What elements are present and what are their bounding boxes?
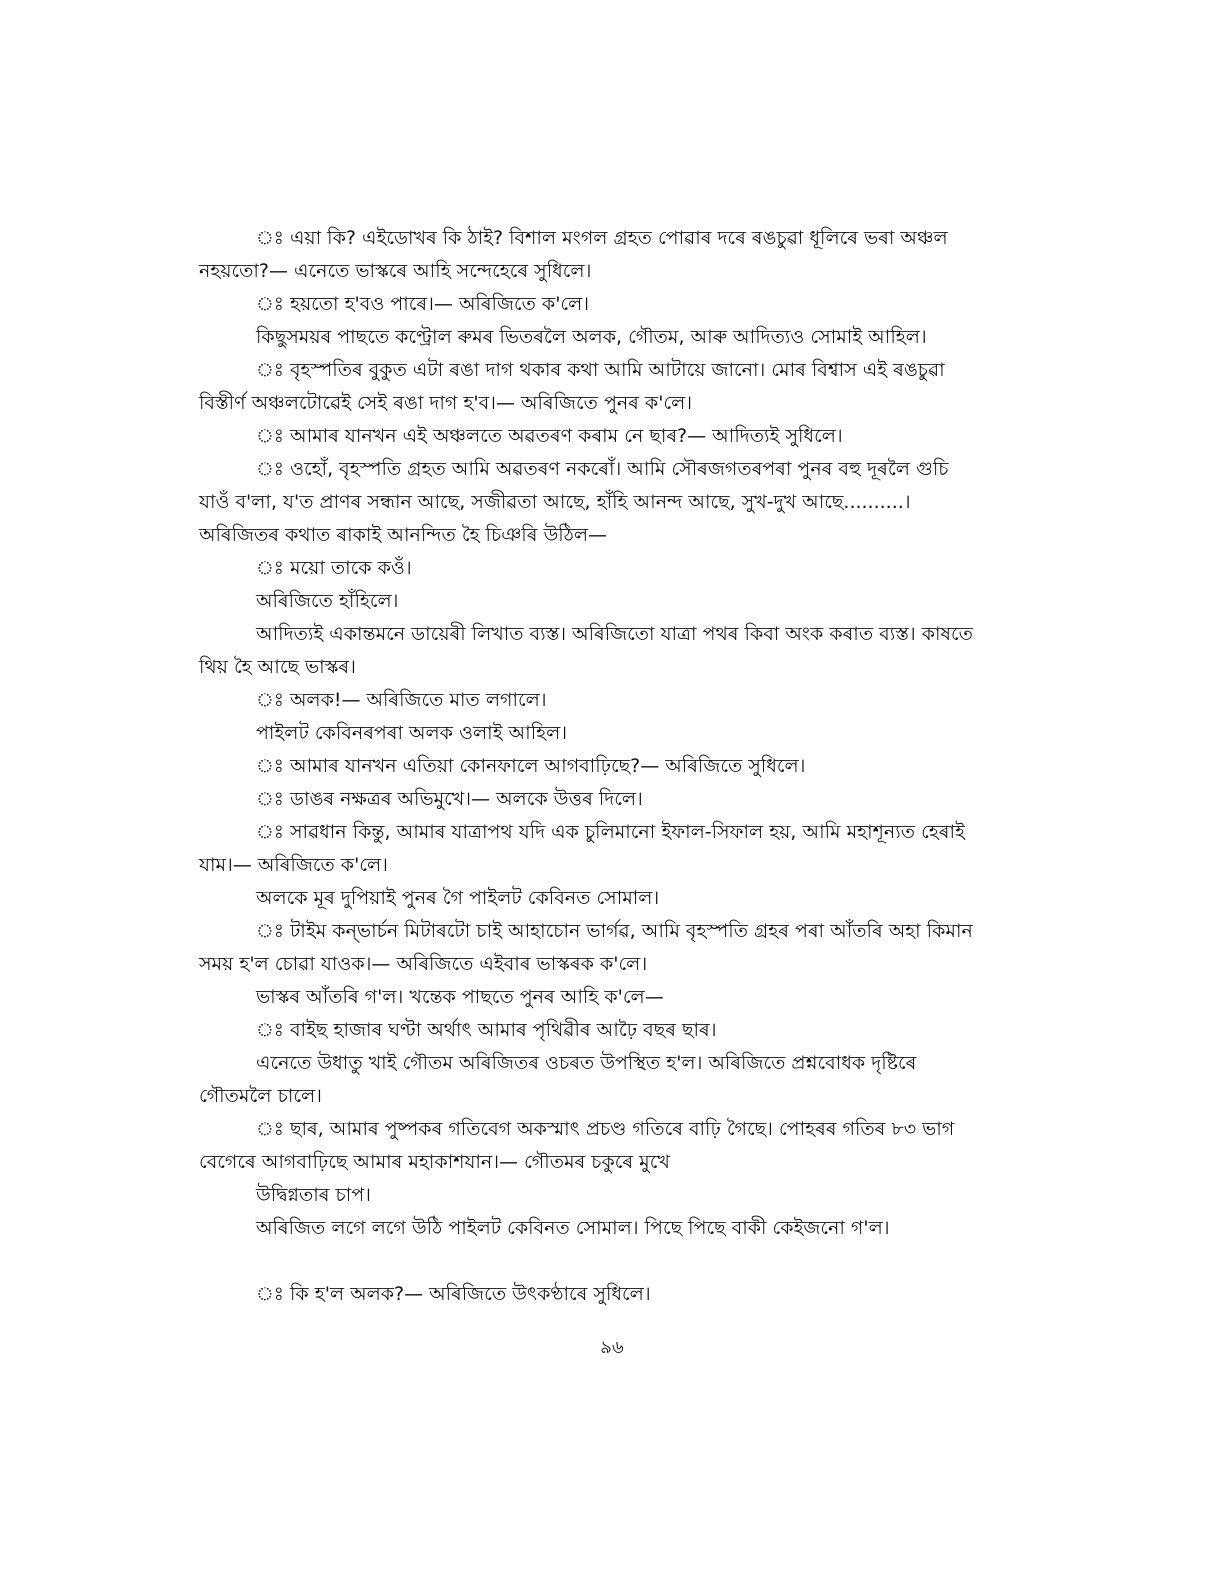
- paragraph-7: ঃ ময়ো তাকে কওঁ।: [256, 557, 412, 579]
- paragraph-1: ঃ এয়া কি? এইডোখৰ কি ঠাই? বিশাল মংগল গ্ৰহত পোৱাৰ দৰে ৰঙচুৱা ধূলিৰে ভৰা অঞ্চল নহয়তো?— এনেতে ভাস্কৰে আহি সন্দেহেৰে সুধিলে।: [199, 227, 948, 282]
- paragraph-17: ভাস্কৰ আঁতৰি গ'ল। খন্তেক পাছতে পুনৰ আহি ক'লে—: [256, 986, 664, 1008]
- paragraph-8: অৰিজিতে হাঁহিলে।: [256, 590, 399, 612]
- paragraph-14: ঃ সাৱধান কিন্তু, আমাৰ যাত্ৰাপথ যদি এক চুলিমানো ইফাল-সিফাল হয়, আমি মহাশূন্যত হেৰাই যাম।— অৰিজিতে ক'লে।: [199, 821, 965, 876]
- paragraph-5: ঃ আমাৰ যানখন এই অঞ্চলতে অৱতৰণ কৰাম নে ছাৰ?— আদিত্যই সুধিলে।: [256, 425, 843, 447]
- paragraph-21: উদ্বিগ্নতাৰ চাপ।: [256, 1184, 371, 1206]
- paragraph-18: ঃ বাইছ হাজাৰ ঘণ্টা অৰ্থাৎ আমাৰ পৃথিৱীৰ আঢ়ৈ বছৰ ছাৰ।: [256, 1019, 717, 1041]
- paragraph-12: ঃ আমাৰ যানখন এতিয়া কোনফালে আগবাঢ়িছে?— অৰিজিতে সুধিলে।: [256, 755, 806, 777]
- paragraph-10: ঃ অলক!— অৰিজিতে মাত লগালে।: [256, 689, 547, 711]
- paragraph-9: আদিত্যই একান্তমনে ডায়েৰী লিখাত ব্যস্ত। অৰিজিতো যাত্ৰা পথৰ কিবা অংক কৰাত ব্যস্ত। কাষতে থিয় হৈ আছে ভাস্কৰ।: [199, 623, 973, 678]
- paragraph-4: ঃ বৃহস্পতিৰ বুকুত এটা ৰঙা দাগ থকাৰ কথা আমি আটায়ে জানো। মোৰ বিশ্বাস এই ৰঙচুৱা বিস্তীৰ্ণ অঞ্চলটোৱেই সেই ৰঙা দাগ হ'ব।— অৰিজিতে পুনৰ ক'লে।: [199, 359, 945, 414]
- paragraph-13: ঃ ডাঙৰ নক্ষত্ৰৰ অভিমুখে।— অলকে উত্তৰ দিলে।: [256, 788, 643, 810]
- paragraph-22: অৰিজিত লগে লগে উঠি পাইলট কেবিনত সোমাল। পিছে পিছে বাকী কেইজনো গ'ল।: [256, 1217, 890, 1239]
- paragraph-15: অলকে মূৰ দুপিয়াই পুনৰ গৈ পাইলট কেবিনত সোমাল।: [256, 887, 660, 909]
- paragraph-6: ঃ ওহোঁ, বৃহস্পতি গ্ৰহত আমি অৱতৰণ নকৰোঁ। আমি সৌৰজগতৰপৰা পুনৰ বহু দূৰলৈ গুচি যাওঁ ব'লা, য'ত প্ৰাণৰ সন্ধান আছে, সজীৱতা আছে, হাঁহি আনন্দ আছে, সুখ-দুখ আছে..........। অৰিজিতৰ কথাত ৰাকাই আনন্দিত হৈ চিঞৰি উঠিল—: [199, 458, 949, 546]
- paragraph-3: কিছুসময়ৰ পাছতে কণ্ট্ৰোল ৰুমৰ ভিতৰলৈ অলক, গৌতম, আৰু আদিত্যও সোমাই আহিল।: [256, 326, 927, 348]
- paragraph-16: ঃ টাইম কন্‌ভাৰ্চন মিটাৰটো চাই আহাচোন ভাৰ্গৱ, আমি বৃহস্পতি গ্ৰহৰ পৰা আঁতৰি অহা কিমান সময় হ'ল চোৱা যাওক।— অৰিজিতে এইবাৰ ভাস্কৰক ক'লে।: [199, 920, 973, 975]
- paragraph-19: এনেতে উধাতু খাই গৌতম অৰিজিতৰ ওচৰত উপস্থিত হ'ল। অৰিজিতে প্ৰশ্নবোধক দৃষ্টিৰে গৌতমলৈ চালে।: [199, 1052, 917, 1107]
- paragraph-20: ঃ ছাৰ, আমাৰ পুষ্পকৰ গতিবেগ অকস্মাৎ প্ৰচণ্ড গতিৰে বাঢ়ি গৈছে। পোহৰৰ গতিৰ ৮৩ ভাগ বেগেৰে আগবাঢ়িছে আমাৰ মহাকাশযান।— গৌতমৰ চকুৰে মুখে: [199, 1118, 955, 1173]
- paragraph-23: ঃ কি হ'ল অলক?— অৰিজিতে উৎকণ্ঠাৰে সুধিলে।: [256, 1283, 651, 1305]
- paragraph-11: পাইলট কেবিনৰপৰা অলক ওলাই আহিল।: [256, 722, 568, 744]
- page-number: ৯৬: [600, 1337, 624, 1358]
- paragraph-2: ঃ হয়তো হ'বও পাৰে।— অৰিজিতে ক'লে।: [256, 293, 590, 315]
- body-text: [199, 222, 975, 1311]
